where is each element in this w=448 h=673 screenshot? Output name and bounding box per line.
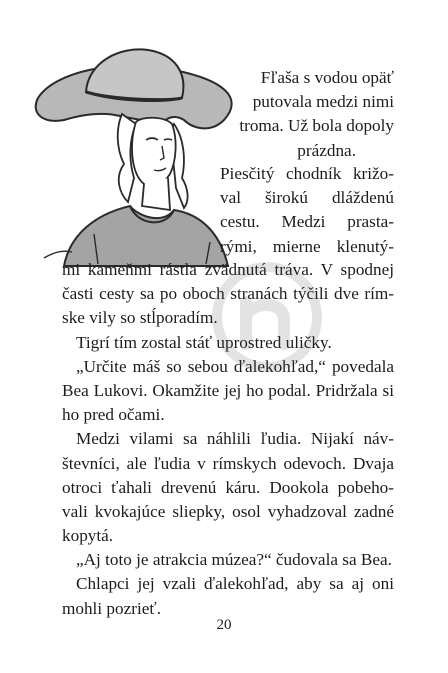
publisher-watermark-logo	[212, 262, 322, 372]
text-line: otroci ťahali drevenú káru. Dookola pobeho-	[62, 477, 394, 497]
text-line: mi kameňmi rástla zvädnutá tráva. V spodnej	[62, 260, 394, 279]
text-line: prázdna.	[297, 140, 356, 160]
text-line: Medzi vilami sa náhlili ľudia. Nijakí náv-	[76, 429, 394, 449]
text-line: „Aj toto je atrakcia múzea?“ čudovala sa Bea.	[76, 550, 392, 570]
page-number: 20	[216, 617, 232, 633]
text-line: časti cesty sa po oboch stranách týčili dve rím-	[62, 284, 394, 304]
text-line: Tigrí tím zostal stáť uprostred uličky.	[76, 332, 332, 352]
text-line: Piesčitý chodník križo-	[220, 164, 394, 183]
text-line: vali kvokajúce sliepky, osol vyhadzoval zadné	[62, 501, 394, 521]
text-line: Bea Lukovi. Okamžite jej ho podal. Pridržala si	[62, 380, 394, 400]
wrapped-paragraph-middle	[220, 162, 394, 259]
text-line: Chlapci jej vzali ďalekohľad, aby sa aj oni	[76, 574, 394, 594]
text-line: kopytá.	[62, 526, 114, 546]
text-line: rými, mierne klenutý-	[220, 236, 394, 256]
text-line: „Určite máš so sebou ďalekohľad,“ povedala	[76, 356, 394, 376]
text-line: val širokú dláždenú	[220, 188, 394, 208]
text-line: cestu. Medzi prasta-	[220, 212, 394, 232]
text-line: števníci, ale ľudia v rímskych odevoch. Dvaja	[62, 453, 394, 473]
text-line: putovala medzi nimi	[252, 92, 394, 112]
text-line: ske vily so stĺporadím.	[62, 308, 218, 328]
wrapped-paragraph-top	[232, 66, 394, 163]
text-line: mohli pozrieť.	[62, 598, 161, 618]
text-line: ho pred očami.	[62, 405, 165, 425]
text-line: Fľaša s vodou opäť	[260, 68, 394, 87]
text-line: troma. Už bola dopoly	[239, 116, 394, 136]
